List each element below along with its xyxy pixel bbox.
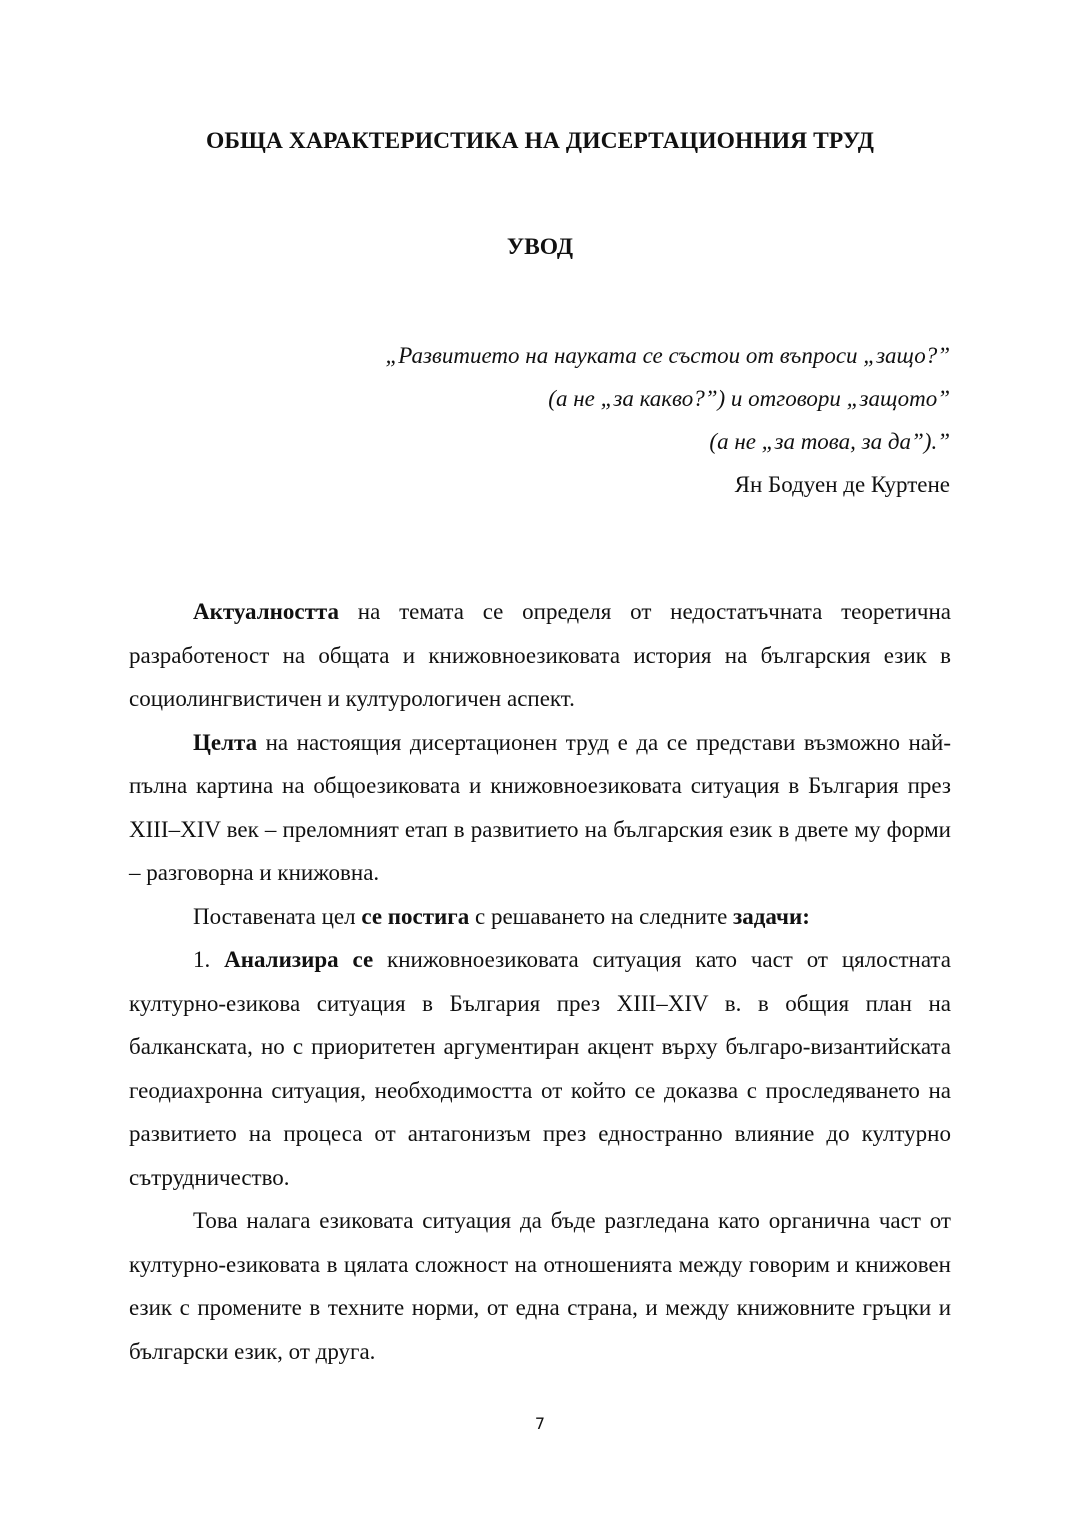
task-1-term: Анализира се bbox=[224, 947, 374, 972]
tasks-intro-bold-1: се постига bbox=[361, 903, 470, 929]
task-1-text: книжовноезиковата ситуация като част от цялостната културно-езикова ситуация в България през XIII–XIV в. в общия план на балканската, но с приоритетен аргументиран акцент върху българо-византийската геодиахронна ситуация, необходимостта от който се доказва с проследяването на развитието на процеса от антагонизъм през едностранно влияние до културно сътрудничество. bbox=[129, 947, 951, 1190]
relevance-text: на темата се определя от недостатъчната теоретична разработеност на общата и книжовноезиковата история на българския език в социолингвистичен и културологичен аспект. bbox=[129, 599, 951, 711]
epigraph-line-1: „Развитието на науката се състои от въпроси „защо?” bbox=[385, 343, 950, 368]
epigraph-line-3: (а не „за това, за да”).” bbox=[709, 429, 950, 454]
paragraph-conclusion: Това налага езиковата ситуация да бъде разгледана като органична част от културно-езиковата в цялата сложност на отношенията между говорим и книжовен език с промените в техните норми, от една страна, и между книжовните гръцки и български език, от друга. bbox=[129, 1208, 951, 1364]
epigraph-line-2: (а не „за какво?”) и отговори „защото” bbox=[548, 386, 950, 411]
relevance-term: Актуалността bbox=[193, 599, 339, 624]
task-1-number: 1. bbox=[193, 947, 225, 972]
paragraph-goal bbox=[129, 721, 951, 895]
page-number: 7 bbox=[534, 1414, 546, 1433]
paragraph-task-1 bbox=[129, 938, 951, 1199]
tasks-intro-bold-2: задачи: bbox=[733, 903, 810, 929]
epigraph-author: Ян Бодуен де Куртене bbox=[734, 472, 950, 497]
tasks-intro-text-2: с решаването на следните bbox=[469, 903, 734, 929]
body-text bbox=[129, 590, 951, 1373]
tasks-intro-text-1: Поставената цел bbox=[193, 903, 362, 929]
goal-text: на настоящия дисертационен труд е да се представи възможно най-пълна картина на общоезиковата и книжовноезиковата ситуация в България през XIII–XIV век – преломният етап в развитието на българския език в двете му форми – разговорна и книжовна. bbox=[129, 729, 951, 885]
paragraph-relevance bbox=[129, 590, 951, 721]
section-title: УВОД bbox=[506, 234, 574, 260]
paragraph-tasks-intro bbox=[129, 895, 951, 939]
document-title: ОБЩА ХАРАКТЕРИСТИКА НА ДИСЕРТАЦИОННИЯ ТРУД bbox=[205, 128, 875, 154]
goal-term: Целта bbox=[193, 729, 258, 755]
epigraph bbox=[250, 334, 950, 506]
